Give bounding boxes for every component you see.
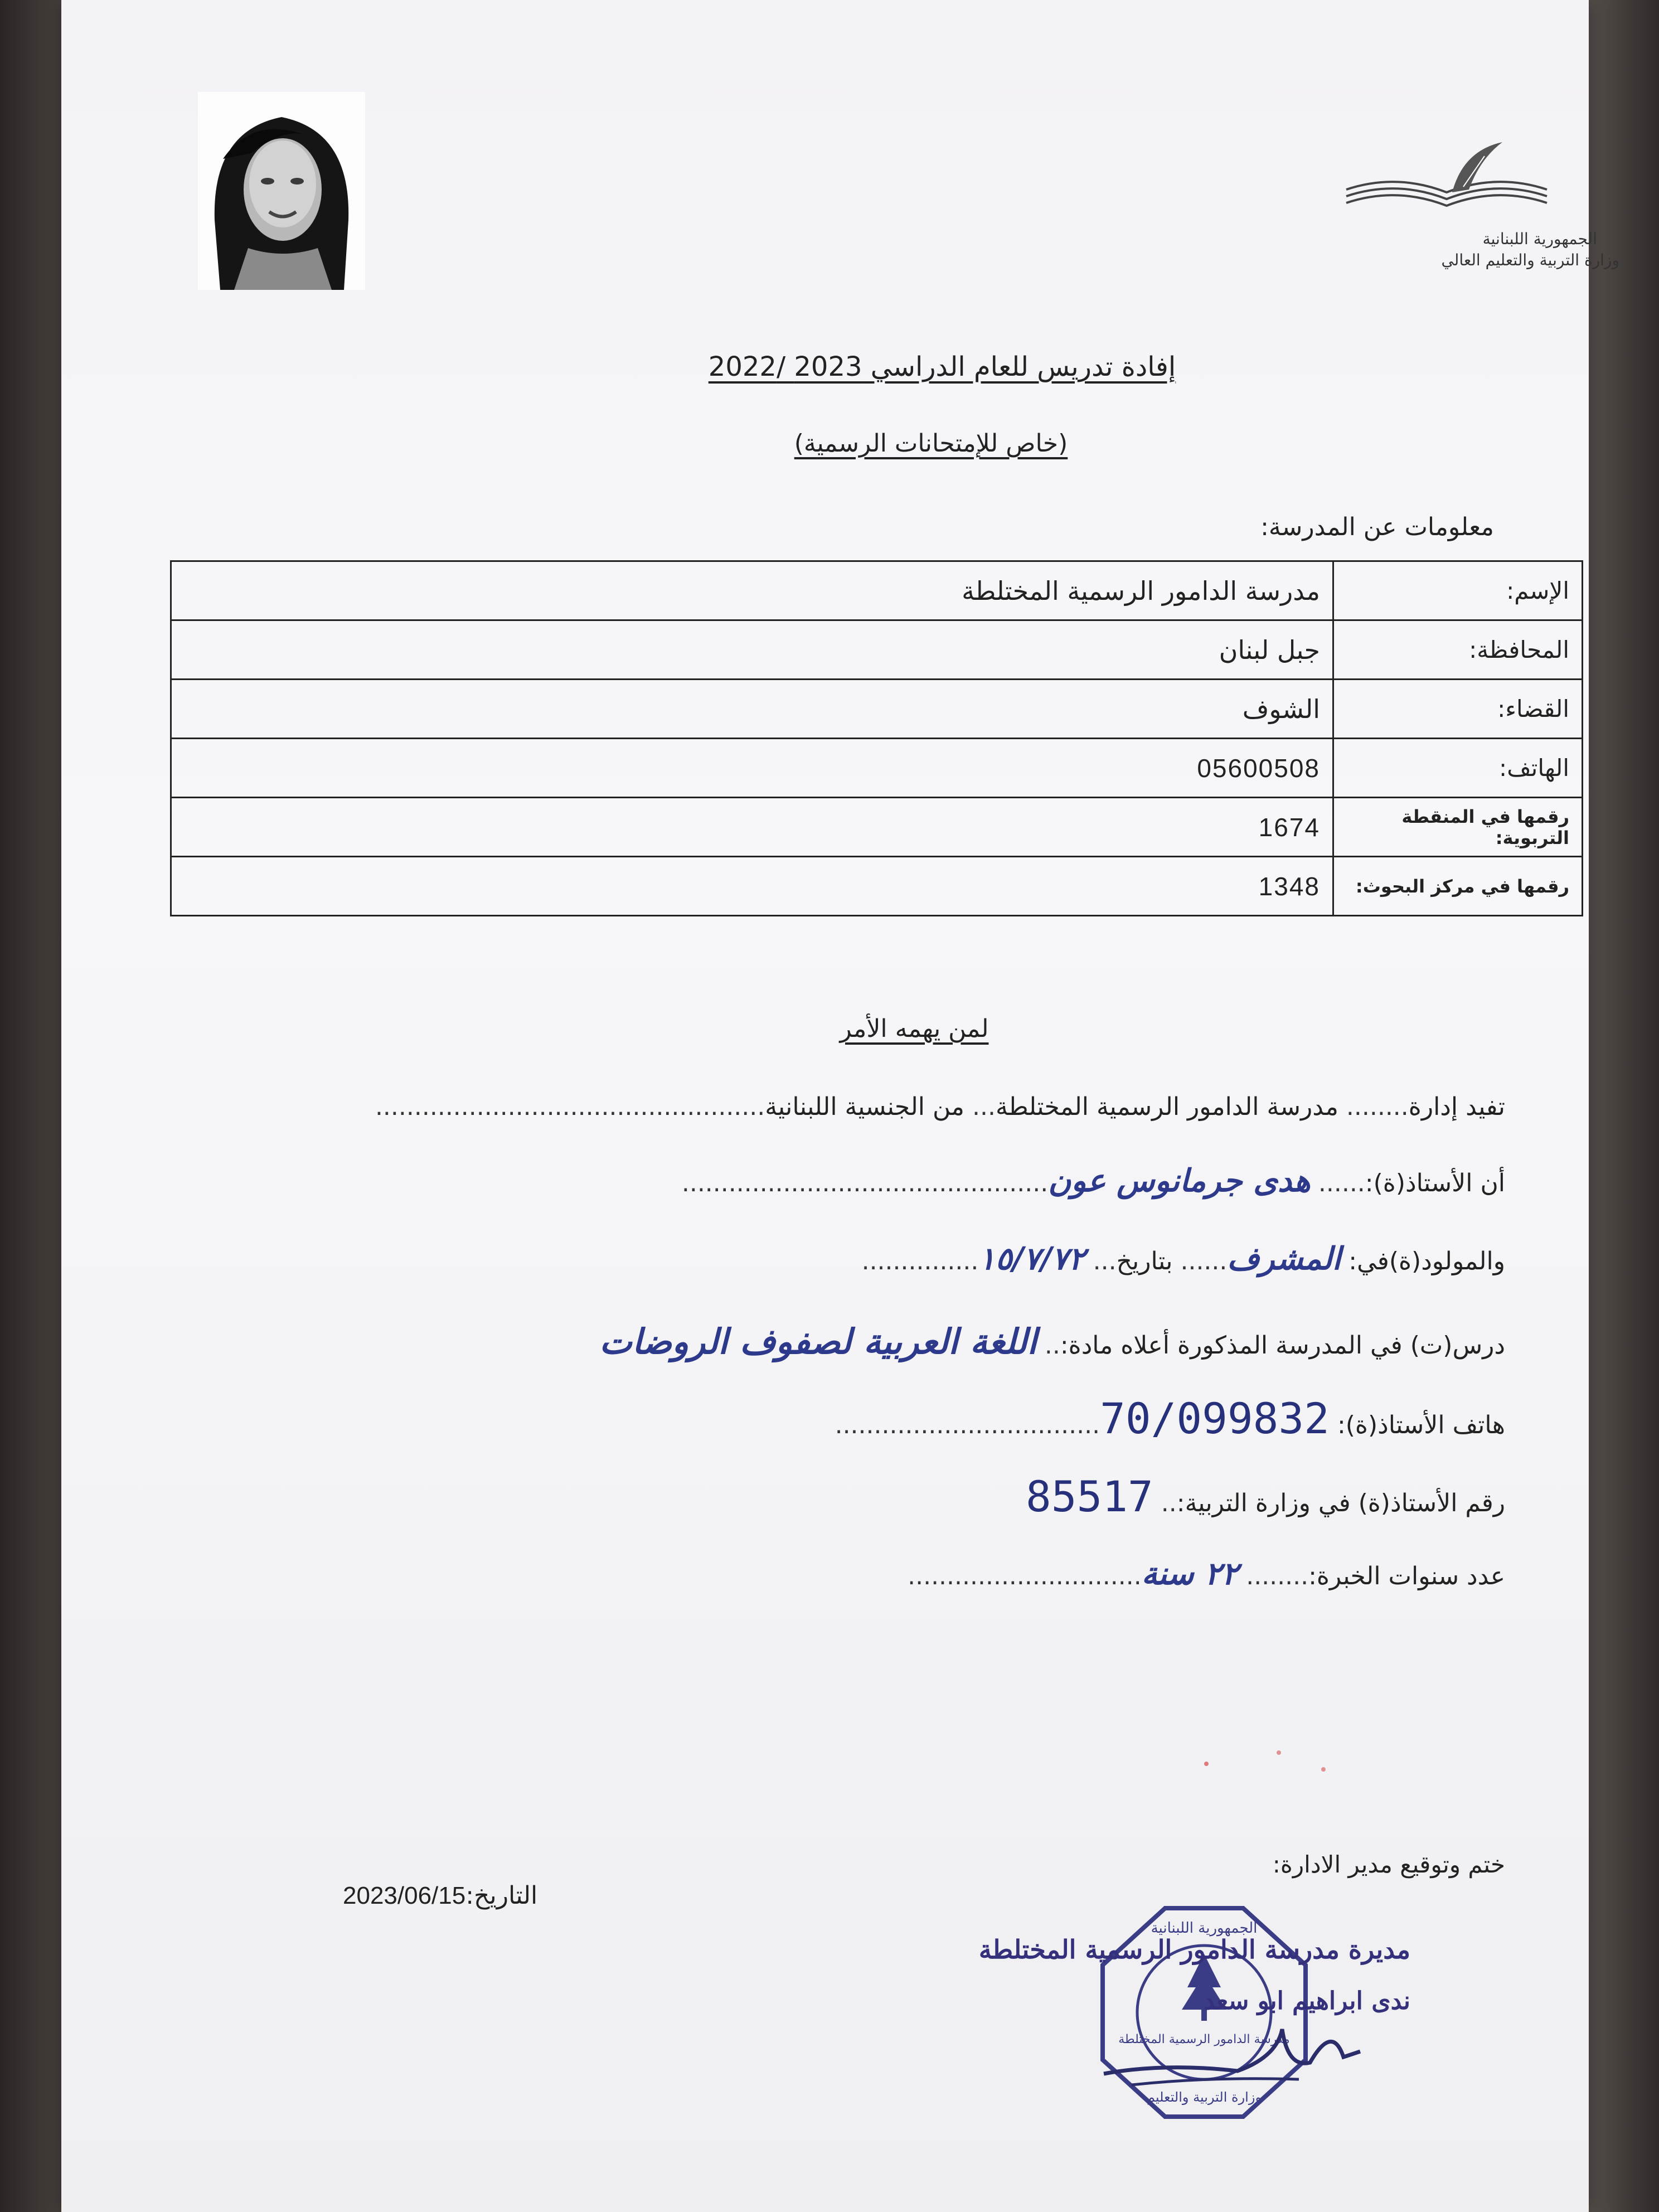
director-name: ندى ابراهيم ابو سعد [1204, 1987, 1410, 2015]
director-title: مديرة مدرسة الدامور الرسمية المختلطة [978, 1934, 1410, 1964]
born-place: المشرف [1227, 1240, 1341, 1277]
table-row [171, 798, 1583, 857]
line1-prefix: تفيد إدارة [1408, 1093, 1505, 1121]
seal-top-text: الجمهورية اللبنانية [1151, 1920, 1258, 1937]
red-mark [1204, 1762, 1209, 1766]
table-row [171, 857, 1583, 916]
table-row [171, 739, 1583, 798]
row-label: المحافظة: [1333, 620, 1583, 680]
born-label: والمولود(ة)في: [1348, 1247, 1505, 1275]
born-date-label: بتاريخ [1116, 1247, 1173, 1275]
birth-line: والمولود(ة)في: المشرف...... بتاريخ... ١٥/٧/٧٢............... [861, 1240, 1505, 1277]
row-label: الهاتف: [1333, 739, 1583, 798]
document-title: إفادة تدريس للعام الدراسي 2023 /2022 [708, 351, 1176, 382]
date-label: التاريخ: [465, 1881, 538, 1910]
born-date: ١٥/٧/٧٢ [978, 1240, 1085, 1277]
red-mark [1277, 1750, 1281, 1755]
ministry-number-line: رقم الأستاذ(ة) في وزارة التربية:.. 85517 [1026, 1472, 1505, 1521]
director-signature [1098, 2007, 1377, 2096]
experience-value: ٢٢ سنة [1141, 1555, 1239, 1592]
row-label: القضاء: [1333, 680, 1583, 739]
educational-zone-number: 1674 [171, 798, 1333, 857]
governorate-value: جبل لبنان [171, 620, 1333, 680]
date-block [343, 1881, 537, 1910]
document-subtitle: (خاص للإمتحانات الرسمية) [794, 429, 1068, 458]
seal-center-text: مدرسة الدامور الرسمية المختلطة [1118, 2032, 1290, 2046]
background-left-edge [0, 0, 67, 2212]
director-stamp [979, 1934, 1410, 2015]
document-page [61, 0, 1619, 2212]
ministry-number: 85517 [1026, 1472, 1153, 1521]
teacher-phone-line: هاتف الأستاذ(ة): 70/099832.................................. [835, 1394, 1505, 1443]
table-row [171, 561, 1583, 620]
district-value: الشوف [171, 680, 1333, 739]
teacher-line: أن الأستاذ(ة):...... هدى جرمانوس عون............................................... [681, 1162, 1505, 1199]
ministry-logo [1318, 139, 1619, 279]
row-label: رقمها في مركز البحوث: [1333, 857, 1583, 916]
school-name-value: مدرسة الدامور الرسمية المختلطة [171, 561, 1333, 620]
school-info-heading: معلومات عن المدرسة: [1260, 513, 1494, 541]
red-mark [1321, 1767, 1326, 1772]
line1-school: مدرسة الدامور الرسمية المختلطة [995, 1093, 1338, 1121]
row-label: الإسم: [1333, 561, 1583, 620]
background-right-edge [1581, 0, 1659, 2212]
experience-line: عدد سنوات الخبرة:........ ٢٢ سنة.............................. [908, 1555, 1505, 1592]
seal-bottom-text: وزارة التربية والتعليم [1146, 2089, 1262, 2105]
subject-value: اللغة العربية لصفوف الروضات [599, 1321, 1037, 1362]
book-quill-icon [1335, 139, 1558, 217]
line1-suffix: من الجنسية اللبنانية [765, 1093, 965, 1121]
experience-label: عدد سنوات الخبرة: [1308, 1562, 1505, 1590]
ministry-country: الجمهورية اللبنانية [1482, 230, 1597, 248]
to-whom-heading: لمن يهمه الأمر [840, 1015, 989, 1043]
phone-value: 05600508 [171, 739, 1333, 798]
research-center-number: 1348 [171, 857, 1333, 916]
table-row [171, 620, 1583, 680]
ministry-number-label: رقم الأستاذ(ة) في وزارة التربية: [1176, 1489, 1505, 1517]
subject-line: درس(ت) في المدرسة المذكورة أعلاه مادة:.. اللغة العربية لصفوف الروضات [599, 1321, 1505, 1362]
teacher-phone: 70/099832 [1100, 1394, 1330, 1443]
certificate-line-1: تفيد إدارة........ مدرسة الدامور الرسمية المختلطة... من الجنسية اللبنانية.................................................. [375, 1093, 1505, 1121]
table-row [171, 680, 1583, 739]
taught-label: درس(ت) في المدرسة المذكورة أعلاه مادة: [1060, 1331, 1505, 1360]
stamp-signature-label: ختم وتوقيع مدير الادارة: [1272, 1851, 1505, 1878]
school-info-table [170, 560, 1583, 916]
row-label: رقمها في المنقطة التربوية: [1333, 798, 1583, 857]
phone-label: هاتف الأستاذ(ة): [1337, 1411, 1505, 1439]
date-value: 2023/06/15 [343, 1882, 466, 1909]
teacher-photo [198, 92, 365, 290]
ministry-name: وزارة التربية والتعليم العالي [1441, 251, 1619, 269]
teacher-name: هدى جرمانوس عون [1048, 1162, 1311, 1199]
teacher-label: أن الأستاذ(ة): [1365, 1169, 1505, 1197]
